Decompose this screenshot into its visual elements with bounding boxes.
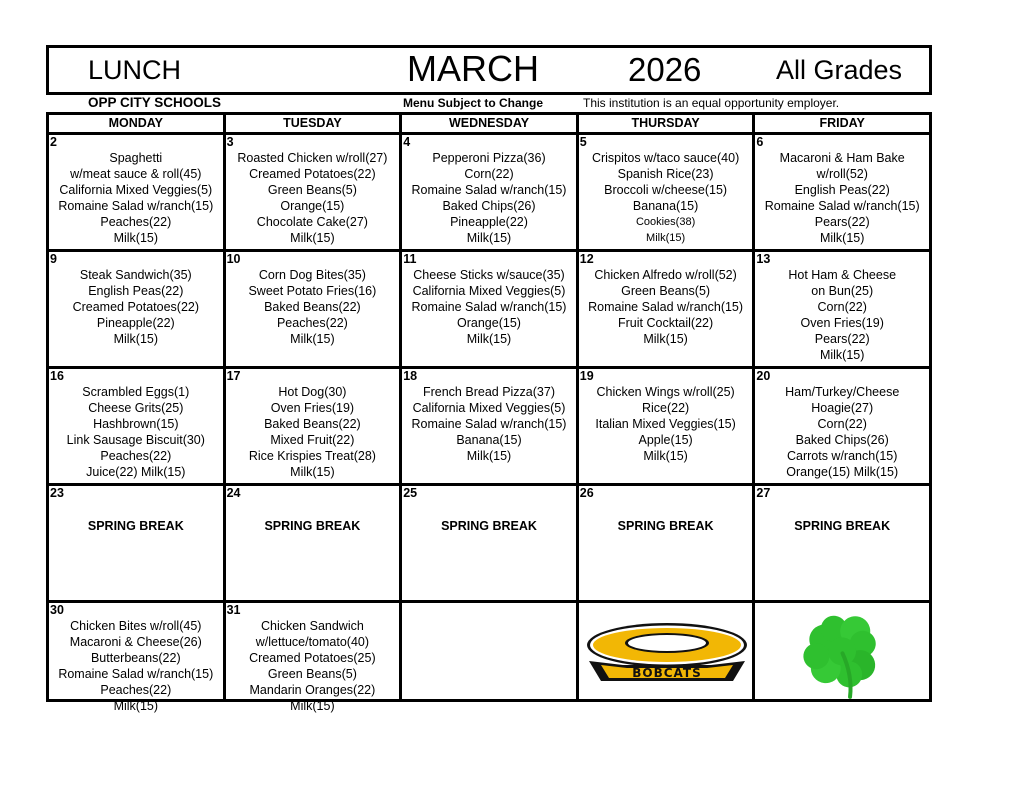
menu-item: Romaine Salad w/ranch(15) [58,667,214,681]
calendar-day-23 [49,486,223,600]
menu-item: Orange(15) [280,199,345,213]
calendar-day-10 [226,252,400,366]
calendar-day-13 [755,252,929,366]
menu-items [226,384,400,480]
menu-item: Cheese Sticks w/sauce(35) [413,268,565,282]
weekday-header-thursday: THURSDAY [579,115,753,132]
day-number: 20 [756,369,771,383]
day-number: 18 [403,369,418,383]
menu-item: Milk(15) [643,449,688,463]
calendar-day-26 [579,486,753,600]
day-number: 4 [403,135,411,149]
menu-item: Romaine Salad w/ranch(15) [411,417,567,431]
menu-item: Orange(15) [457,316,521,330]
menu-item: Chicken Sandwich [260,619,364,633]
menu-item: Corn(22) [817,417,867,431]
menu-item: Milk(15) [290,699,335,713]
menu-item: Spanish Rice(23) [617,167,714,181]
menu-item: Creamed Potatoes(22) [249,167,376,181]
weekday-header-monday: MONDAY [49,115,223,132]
calendar-cell-bobcats-logo [579,603,753,699]
calendar-day-31 [226,603,400,713]
menu-item: w/roll(52) [816,167,868,181]
menu-item: Banana(15) [456,433,522,447]
menu-item: English Peas(22) [88,284,184,298]
menu-item: Baked Chips(26) [795,433,889,447]
menu-item: Romaine Salad w/ranch(15) [411,300,567,314]
menu-item: Mandarin Oranges(22) [249,683,376,697]
calendar-cell-empty [402,603,576,699]
calendar-day-30 [49,603,223,713]
menu-item: w/lettuce/tomato(40) [255,635,370,649]
menu-calendar [46,112,932,713]
menu-items [755,150,929,246]
menu-item: California Mixed Veggies(5) [412,401,566,415]
menu-item: Green Beans(5) [621,284,711,298]
menu-item: Pears(22) [814,215,870,229]
day-number: 13 [756,252,771,266]
menu-item: Romaine Salad w/ranch(15) [588,300,744,314]
spring-break-label: SPRING BREAK [441,519,537,533]
menu-item: Milk(15) [819,348,865,362]
menu-item: Milk(15) [113,231,159,245]
menu-item: Creamed Potatoes(25) [249,651,376,665]
menu-item: Oven Fries(19) [800,316,884,330]
day-number: 5 [579,135,587,149]
menu-item: Sweet Potato Fries(16) [248,284,377,298]
menu-notice: Menu Subject to Change [403,96,544,110]
menu-item: Pears(22) [814,332,870,346]
calendar-day-2 [49,135,223,249]
spring-break-label: SPRING BREAK [87,519,184,533]
menu-item: Rice Krispies Treat(28) [248,449,376,463]
calendar-day-17 [226,369,400,483]
menu-item: Milk(15) [819,231,865,245]
day-number: 25 [403,486,418,500]
calendar-cell-four-leaf-clover [755,603,929,699]
menu-item: Milk(15) [113,332,159,346]
calendar-day-9 [49,252,223,366]
menu-item: Corn Dog Bites(35) [258,268,366,282]
spring-break-label: SPRING BREAK [264,519,361,533]
calendar-day-4 [402,135,576,249]
menu-item: Apple(15) [638,433,693,447]
menu-item: Hashbrown(15) [93,417,179,431]
day-number: 17 [226,369,241,383]
calendar-day-19 [579,369,753,483]
menu-item: Juice(22) Milk(15) [86,465,186,479]
weekday-header-tuesday: TUESDAY [226,115,400,132]
menu-item: Chicken Alfredo w/roll(52) [594,268,737,282]
menu-items [226,618,400,714]
calendar-day-16 [49,369,223,483]
menu-item: Rice(22) [641,401,690,415]
school-name: OPP CITY SCHOOLS [88,95,222,110]
title-banner [46,45,932,95]
year-title: 2026 [628,51,702,88]
menu-item: Cookies(38) [635,216,696,228]
month-title: MARCH [407,48,539,89]
menu-item: Peaches(22) [276,316,348,330]
bobcats-logo-icon [583,621,751,691]
menu-item: Hot Ham & Cheese [788,268,897,282]
day-number: 3 [226,135,234,149]
menu-item: Chicken Bites w/roll(45) [70,619,202,633]
menu-item: Milk(15) [113,699,159,713]
menu-item: Carrots w/ranch(15) [786,449,898,463]
spring-break-label: SPRING BREAK [617,519,714,533]
menu-item: Chocolate Cake(27) [256,215,368,229]
menu-item: Romaine Salad w/ranch(15) [58,199,214,213]
menu-item: Peaches(22) [100,683,172,697]
calendar-day-20 [755,369,929,483]
menu-item: Milk(15) [290,231,335,245]
menu-item: Milk(15) [643,332,688,346]
menu-item: Corn(22) [464,167,514,181]
menu-item: w/meat sauce & roll(45) [70,167,202,181]
menu-item: Romaine Salad w/ranch(15) [764,199,920,213]
menu-items [402,267,576,347]
menu-items [579,267,753,347]
menu-items [402,150,576,246]
menu-item: Oven Fries(19) [270,401,355,415]
menu-item: Cheese Grits(25) [88,401,184,415]
calendar-day-6 [755,135,929,249]
svg-text:BOBCATS: BOBCATS [632,666,702,680]
menu-items [755,267,929,363]
day-number: 26 [579,486,594,500]
menu-items [49,150,223,246]
menu-item: Peaches(22) [100,449,172,463]
day-number: 27 [756,486,771,500]
menu-item: Peaches(22) [100,215,172,229]
weekday-header-wednesday: WEDNESDAY [402,115,576,132]
menu-item: Roasted Chicken w/roll(27) [237,151,388,165]
calendar-day-25 [402,486,576,600]
menu-item: Chicken Wings w/roll(25) [596,385,735,399]
menu-items [402,384,576,464]
day-number: 9 [50,252,57,266]
menu-item: Banana(15) [632,199,699,213]
day-number: 30 [50,603,64,617]
calendar-day-11 [402,252,576,366]
day-number: 16 [50,369,64,383]
menu-item: Pepperoni Pizza(36) [432,151,546,165]
menu-item: Spaghetti [109,151,163,165]
day-number: 12 [579,252,594,266]
day-number: 6 [756,135,764,149]
menu-items [579,384,753,464]
calendar-day-24 [226,486,400,600]
menu-item: Baked Beans(22) [264,300,361,314]
calendar-day-5 [579,135,753,249]
menu-item: Green Beans(5) [267,183,357,197]
calendar-day-27 [755,486,929,600]
menu-items [226,150,400,246]
menu-item: Baked Beans(22) [264,417,361,431]
menu-item: Pineapple(22) [96,316,175,330]
menu-item: Link Sausage Biscuit(30) [66,433,205,447]
menu-items [579,150,753,246]
menu-item: Hot Dog(30) [278,385,347,399]
four-leaf-clover-icon [789,605,899,705]
menu-item: Crispitos w/taco sauce(40) [591,151,740,165]
day-number: 2 [50,135,57,149]
menu-item: Fruit Cocktail(22) [618,316,714,330]
menu-item: Steak Sandwich(35) [79,268,192,282]
menu-item: French Bread Pizza(37) [422,385,555,399]
menu-item: Milk(15) [466,332,512,346]
equal-opportunity-statement: This institution is an equal opportunity employer. [583,96,840,110]
menu-item: Creamed Potatoes(22) [72,300,200,314]
menu-item: Scrambled Eggs(1) [82,385,190,399]
menu-item: Macaroni & Cheese(26) [69,635,202,649]
day-number: 19 [579,369,594,383]
calendar-day-3 [226,135,400,249]
menu-item: Milk(15) [646,232,686,244]
day-number: 24 [226,486,241,500]
menu-item: Milk(15) [466,449,512,463]
menu-item: Macaroni & Ham Bake [779,151,905,165]
meal-title: LUNCH [88,55,182,85]
grades-title: All Grades [776,55,903,85]
menu-item: Romaine Salad w/ranch(15) [411,183,567,197]
menu-item: Milk(15) [290,332,335,346]
menu-item: California Mixed Veggies(5) [59,183,213,197]
menu-items [226,267,400,347]
menu-items [49,267,223,347]
menu-item: Butterbeans(22) [90,651,181,665]
menu-item: on Bun(25) [811,284,874,298]
menu-items [49,384,223,480]
menu-item: Milk(15) [466,231,512,245]
day-number: 11 [403,252,417,266]
menu-item: English Peas(22) [794,183,890,197]
menu-item: Baked Chips(26) [442,199,536,213]
menu-item: Milk(15) [290,465,335,479]
menu-item: Orange(15) Milk(15) [786,465,899,479]
menu-item: Ham/Turkey/Cheese [785,385,900,399]
menu-item: Corn(22) [817,300,867,314]
menu-item: Mixed Fruit(22) [270,433,355,447]
menu-item: Pineapple(22) [450,215,528,229]
spring-break-label: SPRING BREAK [794,519,891,533]
calendar-day-18 [402,369,576,483]
day-number: 10 [226,252,241,266]
menu-item: Broccoli w/cheese(15) [604,183,728,197]
day-number: 23 [50,486,64,500]
calendar-day-12 [579,252,753,366]
subheader [0,95,1024,111]
day-number: 31 [226,603,241,617]
weekday-header-friday: FRIDAY [755,115,929,132]
menu-items [49,618,223,714]
menu-item: Green Beans(5) [267,667,357,681]
menu-items [755,384,929,480]
menu-item: Hoagie(27) [811,401,874,415]
menu-item: California Mixed Veggies(5) [412,284,566,298]
menu-item: Italian Mixed Veggies(15) [595,417,736,431]
